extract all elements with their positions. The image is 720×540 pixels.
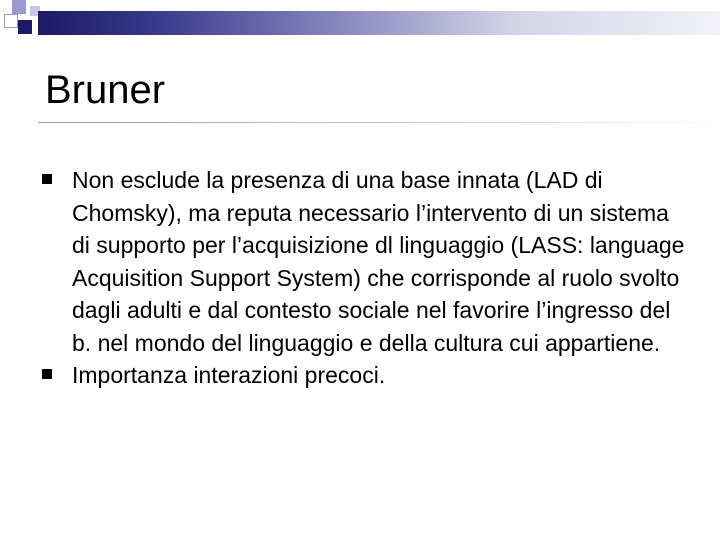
bullet-list xyxy=(42,164,692,392)
title-divider xyxy=(38,122,720,123)
bullet-text: Non esclude la presenza di una base innata (LAD di Chomsky), ma reputa necessario l’intervento di un sistema di supporto per l’acquisizione dl linguaggio (LASS: language Acquisition Support System) che corrisponde al ruolo svolto dagli adulti e dal contesto sociale nel favorire l’ingresso del b. nel mondo del linguaggio e della cultura cui appartiene. xyxy=(72,167,685,356)
square-bullet-icon xyxy=(42,174,52,184)
header-gradient-bar xyxy=(38,11,720,35)
list-item xyxy=(42,164,692,359)
bullet-text: Importanza interazioni precoci. xyxy=(72,362,386,388)
decorative-square xyxy=(4,14,18,28)
slide-title: Bruner xyxy=(45,68,166,112)
list-item xyxy=(42,359,692,392)
decorative-square xyxy=(12,0,26,14)
square-bullet-icon xyxy=(42,369,52,379)
decorative-square xyxy=(18,20,32,34)
